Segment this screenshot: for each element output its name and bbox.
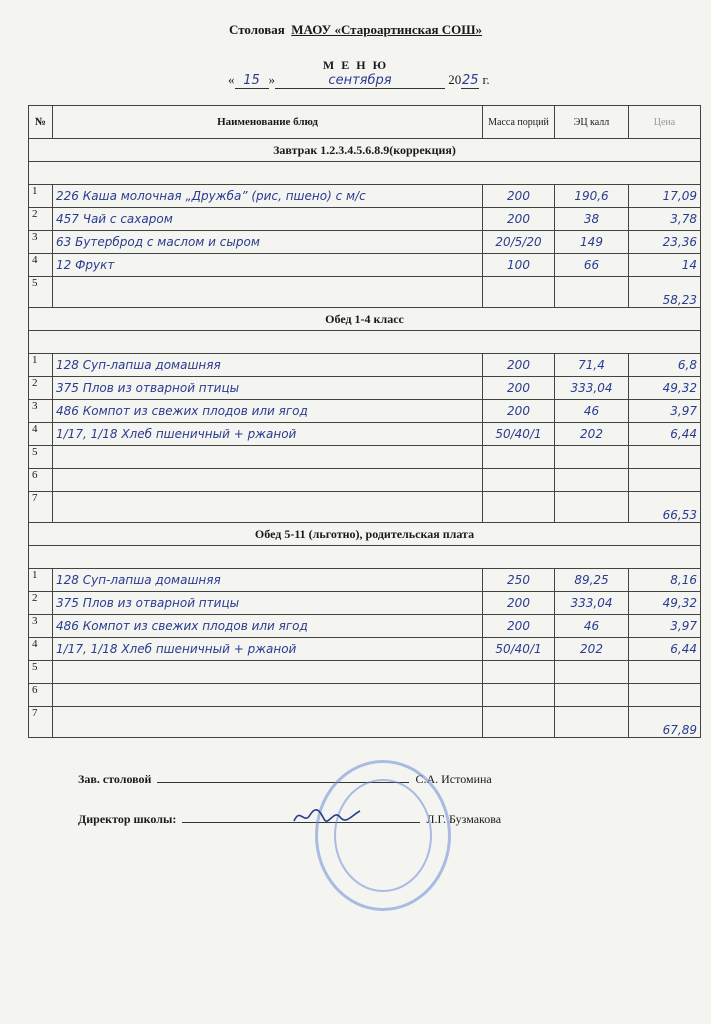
row-number: 6	[29, 469, 53, 492]
dish-name: 375 Плов из отварной птицы	[53, 592, 483, 615]
table-row	[29, 615, 701, 638]
dish-mass: 50/40/1	[483, 638, 555, 661]
row-number: 1	[29, 569, 53, 592]
dish-kcal: 46	[555, 400, 629, 423]
section-header-row	[29, 139, 701, 162]
row-number: 1	[29, 354, 53, 377]
dish-name	[53, 661, 483, 684]
dish-kcal: 202	[555, 423, 629, 446]
row-number: 6	[29, 684, 53, 707]
menu-table-body	[29, 139, 701, 738]
dish-kcal	[555, 446, 629, 469]
column-header-no: №	[29, 106, 53, 139]
section-title: Обед 1-4 класс	[29, 308, 701, 331]
dish-price: 6,44	[629, 423, 701, 446]
section-header-row	[29, 308, 701, 331]
director-name: Л.Г. Бузмакова	[426, 812, 502, 826]
dish-kcal: 333,04	[555, 592, 629, 615]
table-row	[29, 277, 701, 308]
canteen-label: Зав. столовой	[78, 772, 152, 786]
row-number: 7	[29, 492, 53, 523]
table-row	[29, 661, 701, 684]
director-signature-scribble	[290, 803, 370, 829]
dish-name	[53, 707, 483, 738]
director-label: Директор школы:	[78, 812, 177, 826]
table-row	[29, 254, 701, 277]
dish-mass: 200	[483, 354, 555, 377]
dish-mass: 200	[483, 592, 555, 615]
row-number: 3	[29, 400, 53, 423]
row-number: 2	[29, 592, 53, 615]
dish-mass	[483, 661, 555, 684]
section-total: 66,53	[629, 492, 701, 523]
dish-kcal: 89,25	[555, 569, 629, 592]
spacer-cell	[29, 331, 701, 354]
table-header-row	[29, 106, 701, 139]
date-month: сентября	[275, 73, 445, 89]
dish-price	[629, 684, 701, 707]
title-prefix: Столовая	[228, 22, 285, 37]
dish-mass: 200	[483, 377, 555, 400]
table-row	[29, 492, 701, 523]
dish-name	[53, 469, 483, 492]
section-title: Обед 5-11 (льготно), родительская плата	[29, 523, 701, 546]
dish-name	[53, 277, 483, 308]
dish-price: 6,8	[629, 354, 701, 377]
menu-heading: М Е Н Ю	[322, 58, 389, 72]
row-number: 3	[29, 615, 53, 638]
dish-price	[629, 446, 701, 469]
column-header-kcal: ЭЦ калл	[555, 106, 629, 139]
table-row	[29, 185, 701, 208]
table-row	[29, 684, 701, 707]
dish-name: 486 Компот из свежих плодов или ягод	[53, 400, 483, 423]
dish-kcal	[555, 277, 629, 308]
table-row	[29, 354, 701, 377]
canteen-name: С.А. Истомина	[415, 772, 492, 786]
dish-kcal: 38	[555, 208, 629, 231]
section-spacer-row	[29, 331, 701, 354]
dish-price	[629, 469, 701, 492]
date-close-quote: »	[268, 72, 275, 87]
dish-price: 3,97	[629, 615, 701, 638]
dish-mass: 200	[483, 400, 555, 423]
date-day: 15	[235, 73, 269, 89]
dish-mass	[483, 707, 555, 738]
year-prefix: 20	[448, 72, 462, 87]
official-stamp	[315, 760, 451, 911]
section-header-row	[29, 523, 701, 546]
year-unit: г.	[482, 72, 490, 87]
table-row	[29, 707, 701, 738]
table-row	[29, 446, 701, 469]
dish-kcal: 66	[555, 254, 629, 277]
spacer-cell	[29, 546, 701, 569]
dish-mass	[483, 469, 555, 492]
dish-mass	[483, 684, 555, 707]
date-open-quote: «	[228, 72, 235, 87]
row-number: 4	[29, 254, 53, 277]
dish-price: 14	[629, 254, 701, 277]
row-number: 2	[29, 377, 53, 400]
dish-mass	[483, 446, 555, 469]
dish-name: 457 Чай с сахаром	[53, 208, 483, 231]
dish-mass: 50/40/1	[483, 423, 555, 446]
table-row	[29, 469, 701, 492]
row-number: 5	[29, 446, 53, 469]
table-row	[29, 592, 701, 615]
dish-mass: 20/5/20	[483, 231, 555, 254]
dish-kcal	[555, 469, 629, 492]
dish-name: 12 Фрукт	[53, 254, 483, 277]
dish-price	[629, 661, 701, 684]
dish-kcal	[555, 661, 629, 684]
section-total: 67,89	[629, 707, 701, 738]
dish-price: 17,09	[629, 185, 701, 208]
table-row	[29, 231, 701, 254]
dish-price: 8,16	[629, 569, 701, 592]
row-number: 5	[29, 661, 53, 684]
column-header-mass: Масса порций	[483, 106, 555, 139]
dish-price: 3,78	[629, 208, 701, 231]
dish-price: 6,44	[629, 638, 701, 661]
dish-name: 63 Бутерброд с маслом и сыром	[53, 231, 483, 254]
dish-kcal: 333,04	[555, 377, 629, 400]
dish-name: 226 Каша молочная „Дружба” (рис, пшено) с м/с	[53, 185, 483, 208]
dish-kcal	[555, 492, 629, 523]
dish-mass	[483, 277, 555, 308]
dish-kcal: 71,4	[555, 354, 629, 377]
table-row	[29, 423, 701, 446]
section-spacer-row	[29, 162, 701, 185]
dish-kcal: 46	[555, 615, 629, 638]
title-organization: МАОУ «Староартинская СОШ»	[291, 22, 483, 37]
dish-kcal: 190,6	[555, 185, 629, 208]
table-row	[29, 377, 701, 400]
dish-kcal: 149	[555, 231, 629, 254]
dish-mass: 200	[483, 208, 555, 231]
row-number: 3	[29, 231, 53, 254]
section-title: Завтрак 1.2.3.4.5.6.8.9(коррекция)	[29, 139, 701, 162]
dish-mass	[483, 492, 555, 523]
dish-price: 3,97	[629, 400, 701, 423]
dish-name: 128 Суп-лапша домашняя	[53, 569, 483, 592]
dish-kcal	[555, 707, 629, 738]
dish-mass: 200	[483, 185, 555, 208]
section-spacer-row	[29, 546, 701, 569]
row-number: 7	[29, 707, 53, 738]
row-number: 2	[29, 208, 53, 231]
row-number: 4	[29, 423, 53, 446]
table-row	[29, 569, 701, 592]
dish-mass: 200	[483, 615, 555, 638]
dish-mass: 250	[483, 569, 555, 592]
year-suffix: 25	[461, 73, 479, 88]
section-total: 58,23	[629, 277, 701, 308]
dish-name	[53, 684, 483, 707]
column-header-name: Наименование блюд	[53, 106, 483, 139]
row-number: 5	[29, 277, 53, 308]
dish-kcal	[555, 684, 629, 707]
table-row	[29, 400, 701, 423]
date-line	[228, 72, 490, 89]
dish-name	[53, 446, 483, 469]
dish-name: 486 Компот из свежих плодов или ягод	[53, 615, 483, 638]
dish-mass: 100	[483, 254, 555, 277]
row-number: 4	[29, 638, 53, 661]
dish-kcal: 202	[555, 638, 629, 661]
dish-name: 375 Плов из отварной птицы	[53, 377, 483, 400]
document-title	[0, 22, 711, 38]
column-header-price: Цена	[629, 106, 701, 139]
dish-name	[53, 492, 483, 523]
table-row	[29, 208, 701, 231]
dish-price: 49,32	[629, 377, 701, 400]
dish-name: 1/17, 1/18 Хлеб пшеничный + ржаной	[53, 423, 483, 446]
spacer-cell	[29, 162, 701, 185]
menu-table	[28, 105, 701, 738]
table-row	[29, 638, 701, 661]
dish-price: 23,36	[629, 231, 701, 254]
dish-price: 49,32	[629, 592, 701, 615]
dish-name: 1/17, 1/18 Хлеб пшеничный + ржаной	[53, 638, 483, 661]
dish-name: 128 Суп-лапша домашняя	[53, 354, 483, 377]
row-number: 1	[29, 185, 53, 208]
